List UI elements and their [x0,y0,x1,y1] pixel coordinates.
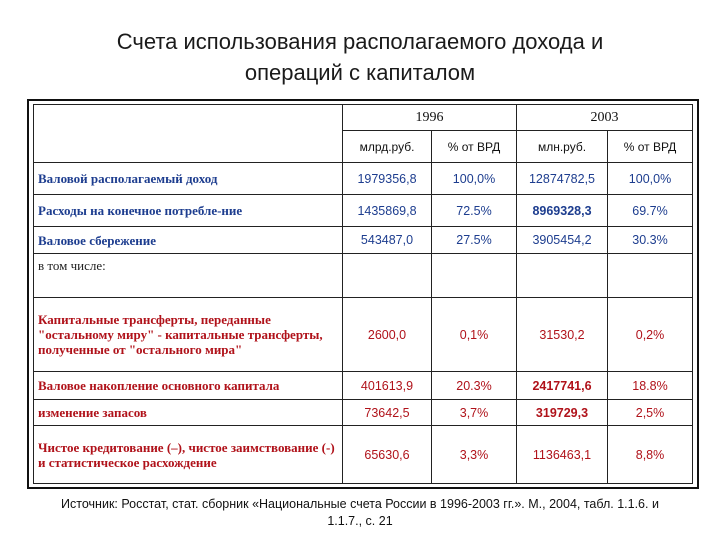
cell-value: 543487,0 [343,227,432,254]
table-row [34,254,693,298]
cell-value: 1435869,8 [343,195,432,227]
cell-value: 12874782,5 [517,163,608,195]
cell-value: 8969328,3 [517,195,608,227]
empty-cell [432,254,517,298]
cell-value: 1979356,8 [343,163,432,195]
title-line-1: Счета использования располагаемого дохода и [116,29,604,54]
empty-cell [343,254,432,298]
source-line-1: Источник: Росстат, стат. сборник «Национальные счета России в 1996-2003 гг.». М., 2004, табл. 1.1.6. и [61,497,659,511]
cell-value: 73642,5 [343,400,432,426]
table-row [34,426,693,484]
row-label: Валовое накопление основного капитала [34,372,343,400]
row-label: Валовой располагаемый доход [34,163,343,195]
cell-percent: 18.8% [608,372,693,400]
income-capital-table [33,104,693,484]
row-label: Капитальные трансферты, переданные "остальному миру" - капитальные трансферты, полученные от "остального мира" [34,298,343,372]
table-row [34,372,693,400]
row-label: Валовое сбережение [34,227,343,254]
cell-percent: 3,7% [432,400,517,426]
table-row [34,400,693,426]
cell-percent: 2,5% [608,400,693,426]
cell-percent: 0,2% [608,298,693,372]
source-note [36,496,684,530]
table-row [34,163,693,195]
cell-value: 2600,0 [343,298,432,372]
header-blank-cell [34,105,343,163]
cell-percent: 100,0% [608,163,693,195]
year-2003-header: 2003 [517,105,693,131]
row-label: в том числе: [34,254,343,298]
cell-percent: 20.3% [432,372,517,400]
cell-percent: 8,8% [608,426,693,484]
unit-header: млн.руб. [517,131,608,163]
cell-value: 31530,2 [517,298,608,372]
source-line-2: 1.1.7., с. 21 [327,514,393,528]
page-title [0,26,720,88]
cell-percent: 100,0% [432,163,517,195]
scan-marks: . . [281,93,379,103]
cell-value: 65630,6 [343,426,432,484]
year-header-row [34,105,693,131]
unit-header: млрд.руб. [343,131,432,163]
table-row [34,227,693,254]
percent-header: % от ВРД [608,131,693,163]
cell-value: 1136463,1 [517,426,608,484]
row-label: изменение запасов [34,400,343,426]
empty-cell [608,254,693,298]
cell-percent: 69.7% [608,195,693,227]
cell-value: 319729,3 [517,400,608,426]
percent-header: % от ВРД [432,131,517,163]
cell-value: 401613,9 [343,372,432,400]
title-line-2: операций с капиталом [244,60,476,85]
table-row [34,195,693,227]
cell-percent: 30.3% [608,227,693,254]
cell-percent: 3,3% [432,426,517,484]
cell-value: 2417741,6 [517,372,608,400]
cell-percent: 27.5% [432,227,517,254]
table-row [34,298,693,372]
year-1996-header: 1996 [343,105,517,131]
row-label: Расходы на конечное потребле-ние [34,195,343,227]
cell-value: 3905454,2 [517,227,608,254]
empty-cell [517,254,608,298]
row-label: Чистое кредитование (–), чистое заимствование (-) и статистическое расхождение [34,426,343,484]
cell-percent: 72.5% [432,195,517,227]
cell-percent: 0,1% [432,298,517,372]
